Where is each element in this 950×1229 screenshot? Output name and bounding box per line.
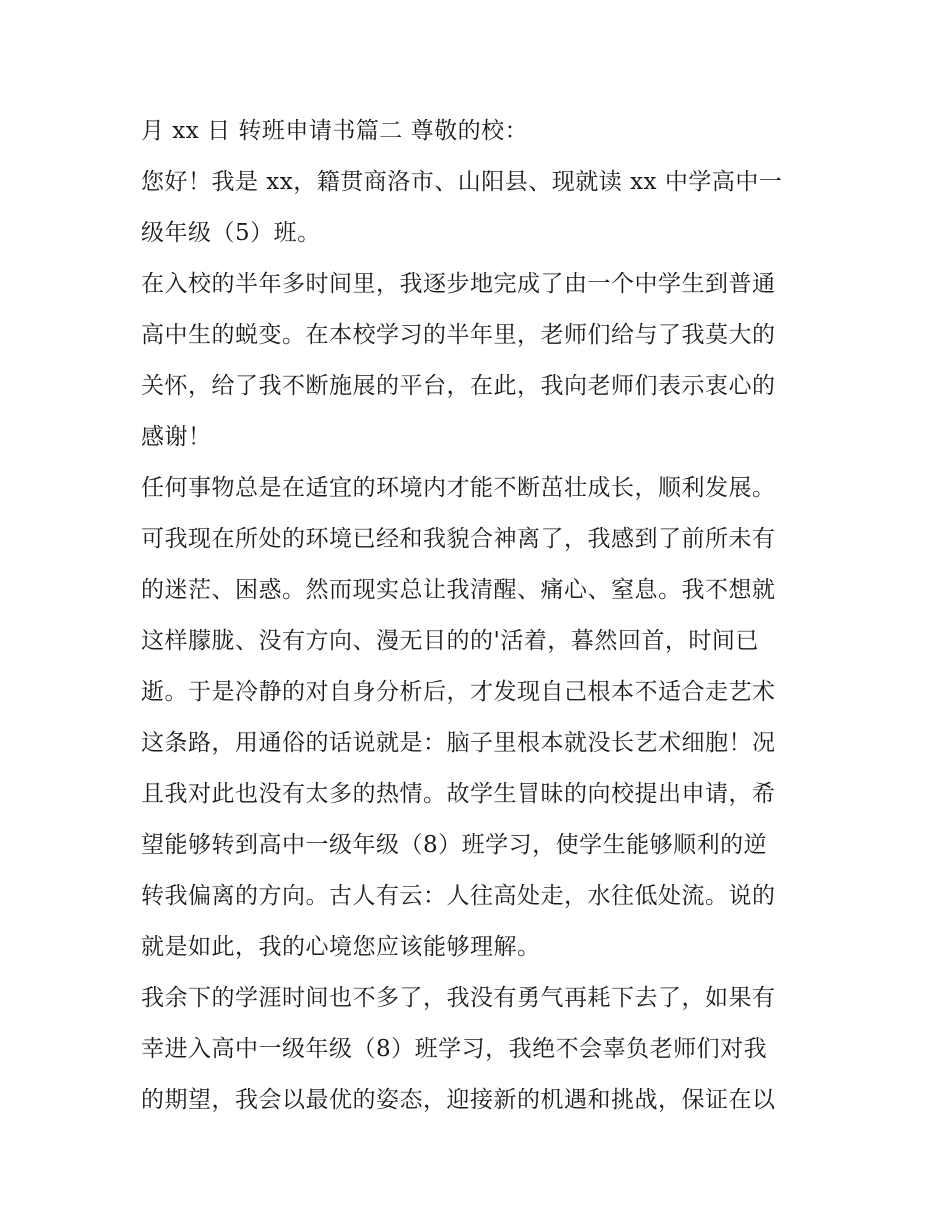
text-line: 在入校的半年多时间里，我逐步地完成了由一个中学生到普通 (141, 271, 776, 297)
text-line: 感谢！ (141, 424, 212, 450)
text-line: 的期望，我会以最优的姿态，迎接新的机遇和挑战，保证在以 (141, 1087, 776, 1113)
text-line: 望能够转到高中一级年级（8）班学习，使学生能够顺利的逆 (141, 832, 768, 858)
text-line: 就是如此，我的心境您应该能够理解。 (141, 934, 541, 960)
document-body (141, 106, 821, 1126)
text-line: 级年级（5）班。 (141, 220, 321, 246)
text-line: 这条路，用通俗的话说就是：脑子里根本就没长艺术细胞！况 (141, 730, 776, 756)
text-line: 我余下的学涯时间也不多了，我没有勇气再耗下去了，如果有 (141, 985, 776, 1011)
text-line: 逝。于是冷静的对自身分析后，才发现自己根本不适合走艺术 (141, 679, 776, 705)
text-line: 这样朦胧、没有方向、漫无目的的'活着，暮然回首，时间已 (141, 628, 759, 654)
text-line: 任何事物总是在适宜的环境内才能不断茁壮成长，顺利发展。 (141, 475, 776, 501)
text-line: 幸进入高中一级年级（8）班学习，我绝不会辜负老师们对我 (141, 1036, 768, 1062)
text-line: 您好！我是 xx，籍贯商洛市、山阳县、现就读 xx 中学高中一 (141, 169, 783, 195)
text-line: 关怀，给了我不断施展的平台，在此，我向老师们表示衷心的 (141, 373, 776, 399)
text-line: 可我现在所处的环境已经和我貌合神离了，我感到了前所未有 (141, 526, 776, 552)
text-line: 转我偏离的方向。古人有云：人往高处走，水往低处流。说的 (141, 883, 776, 909)
text-line: 且我对此也没有太多的热情。故学生冒昧的向校提出申请，希 (141, 781, 776, 807)
text-line: 高中生的蜕变。在本校学习的半年里，老师们给与了我莫大的 (141, 322, 776, 348)
text-line: 的迷茫、困惑。然而现实总让我清醒、痛心、窒息。我不想就 (141, 577, 776, 603)
text-line: 月 xx 日 转班申请书篇二 尊敬的校： (141, 118, 529, 144)
